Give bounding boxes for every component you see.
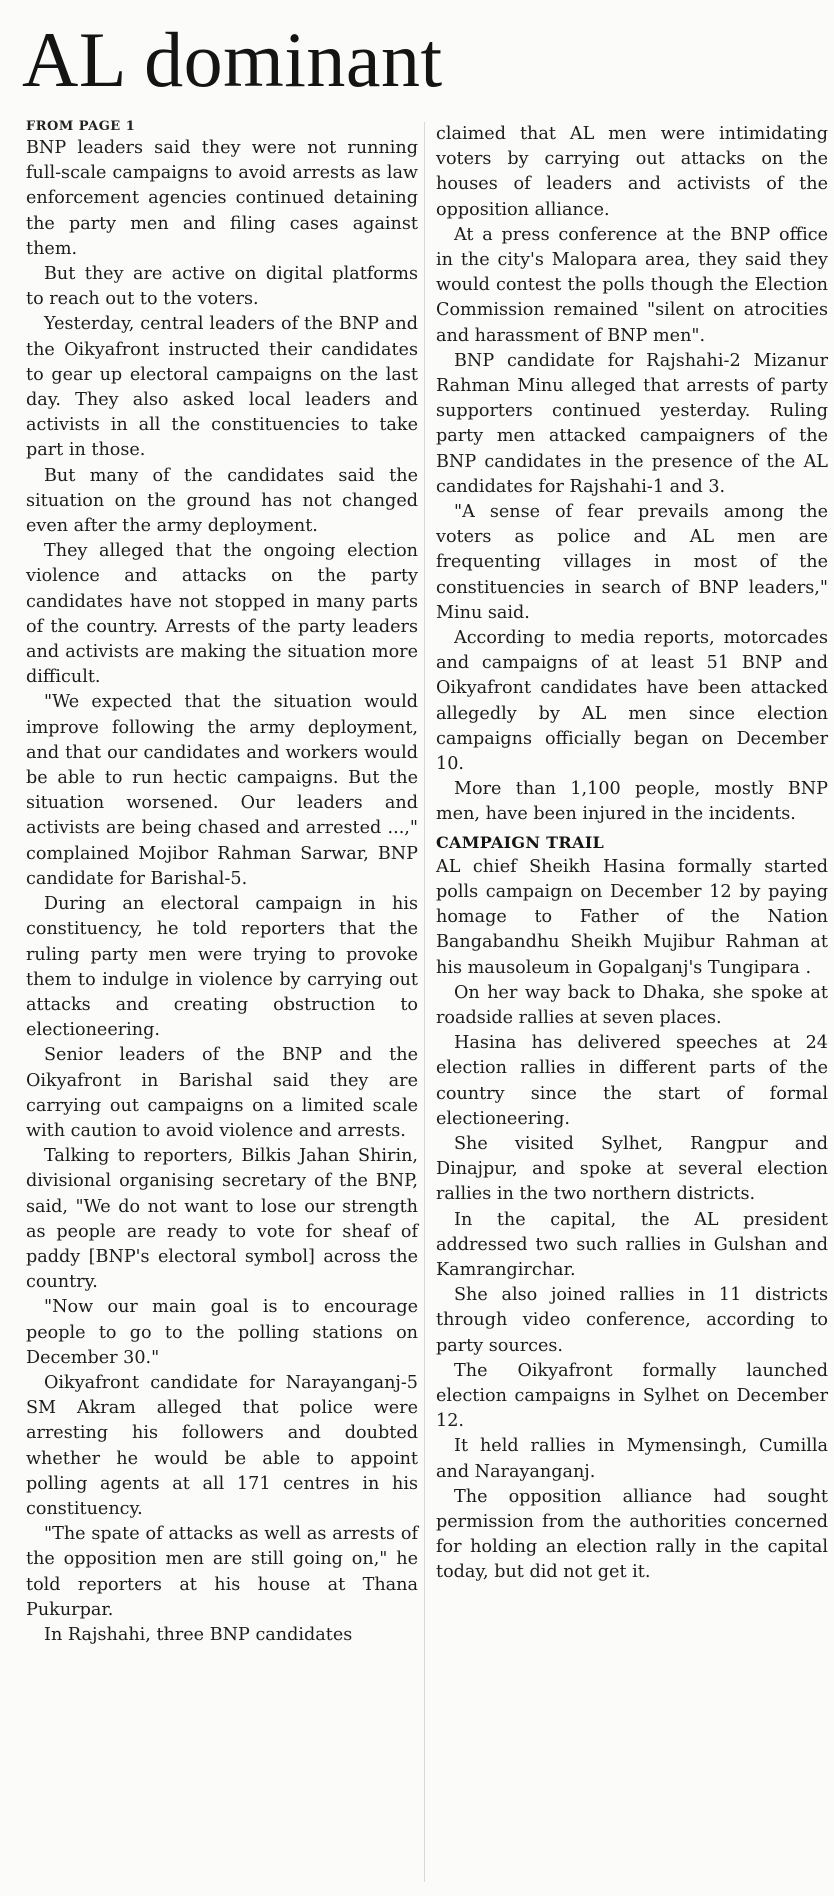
paragraph: Yesterday, central leaders of the BNP and the Oikyafront instructed their candidates to gear up electoral campaigns on the last day. They also asked local leaders and activists in all the constituencies to take part in those. — [26, 314, 418, 461]
paragraph: Senior leaders of the BNP and the Oikyafront in Barishal said they are carrying out campaigns on a limited scale with caution to avoid violence and arrests. — [26, 1045, 418, 1141]
jump-label: FROM PAGE 1 — [26, 119, 136, 134]
paragraph: During an electoral campaign in his constituency, he told reporters that the ruling party men were trying to provoke them to indulge in violence by carrying out attacks and creating obstruction to electioneering. — [26, 894, 418, 1041]
paragraph: The Oikyafront formally launched election campaigns in Sylhet on December 12. — [436, 1360, 828, 1432]
paragraph: BNP candidate for Rajshahi-2 Mizanur Rahman Minu alleged that arrests of party supporters continued yesterday. Ruling party men attacked campaigners of the BNP candidates in the presence of the AL candidates for Rajshahi-1 and 3. — [436, 350, 828, 497]
headline: AL dominant — [22, 16, 443, 103]
paragraph: But many of the candidates said the situation on the ground has not changed even after the army deployment. — [26, 465, 418, 537]
paragraph: According to media reports, motorcades and campaigns of at least 51 BNP and Oikyafront candidates have been attacked allegedly by AL men since election campaigns officially began on December 10. — [436, 628, 828, 775]
paragraph: But they are active on digital platforms to reach out to the voters. — [26, 264, 418, 310]
paragraph: In the capital, the AL president addressed two such rallies in Gulshan and Kamrangirchar. — [436, 1209, 828, 1280]
left-column — [26, 118, 418, 1648]
paragraph: Talking to reporters, Bilkis Jahan Shirin, divisional organising secretary of the BNP, said, "We do not want to lose our strength as people are ready to vote for sheaf of paddy [BNP's electoral symbol] across the country. — [26, 1146, 418, 1293]
paragraph: AL chief Sheikh Hasina formally started polls campaign on December 12 by paying homage to Father of the Nation Bangabandhu Sheikh Mujibur Rahman at his mausoleum in Gopalganj's Tungipara . — [436, 856, 828, 978]
paragraph: BNP leaders said they were not running full-scale campaigns to avoid arrests as law enforcement agencies continued detaining the party men and filing cases against them. — [26, 138, 418, 259]
paragraph: claimed that AL men were intimidating voters by carrying out attacks on the houses of leaders and activists of the opposition alliance. — [436, 124, 828, 220]
paragraph: She also joined rallies in 11 districts through video conference, according to party sources. — [436, 1285, 828, 1356]
paragraph: More than 1,100 people, mostly BNP men, have been injured in the incidents. — [436, 779, 828, 825]
paragraph: At a press conference at the BNP office in the city's Malopara area, they said they would contest the polls though the Election Commission remained "silent on atrocities and harassment of BNP men". — [436, 224, 828, 346]
paragraph: "A sense of fear prevails among the voters as police and AL men are frequenting villages in most of the constituencies in search of BNP leaders," Minu said. — [436, 502, 828, 623]
paragraph: In Rajshahi, three BNP candidates — [44, 1624, 353, 1645]
column-divider — [424, 122, 425, 1882]
paragraph: She visited Sylhet, Rangpur and Dinajpur, and spoke at several election rallies in the two northern districts. — [436, 1133, 828, 1205]
subheading: CAMPAIGN TRAIL — [436, 832, 605, 852]
paragraph: Hasina has delivered speeches at 24 election rallies in different parts of the country since the start of formal electioneering. — [436, 1033, 828, 1129]
paragraph: "We expected that the situation would improve following the army deployment, and that our candidates and workers would be able to run hectic campaigns. But the situation worsened. Our leaders and activists are being chased and arrested ...," complained Mojibor Rahman Sarwar, BNP candidate for Barishal-5. — [26, 692, 418, 889]
paragraph: It held rallies in Mymensingh, Cumilla and Narayanganj. — [436, 1436, 828, 1482]
paragraph: Oikyafront candidate for Narayanganj-5 SM Akram alleged that police were arresting his followers and doubted whether he would be able to appoint polling agents at all 171 centres in his constituency. — [26, 1372, 418, 1519]
paragraph: "The spate of attacks as well as arrests of the opposition men are still going on," he told reporters at his house at Thana Pukurpar. — [26, 1524, 418, 1620]
paragraph: "Now our main goal is to encourage people to go to the polling stations on December 30." — [26, 1297, 418, 1368]
paragraph: The opposition alliance had sought permission from the authorities concerned for holding an election rally in the capital today, but did not get it. — [436, 1486, 828, 1583]
paragraph: They alleged that the ongoing election violence and attacks on the party candidates have not stopped in many parts of the country. Arrests of the party leaders and activists are making the situation more difficult. — [26, 541, 418, 688]
right-column — [436, 122, 828, 1586]
paragraph: On her way back to Dhaka, she spoke at roadside rallies at seven places. — [436, 982, 828, 1028]
